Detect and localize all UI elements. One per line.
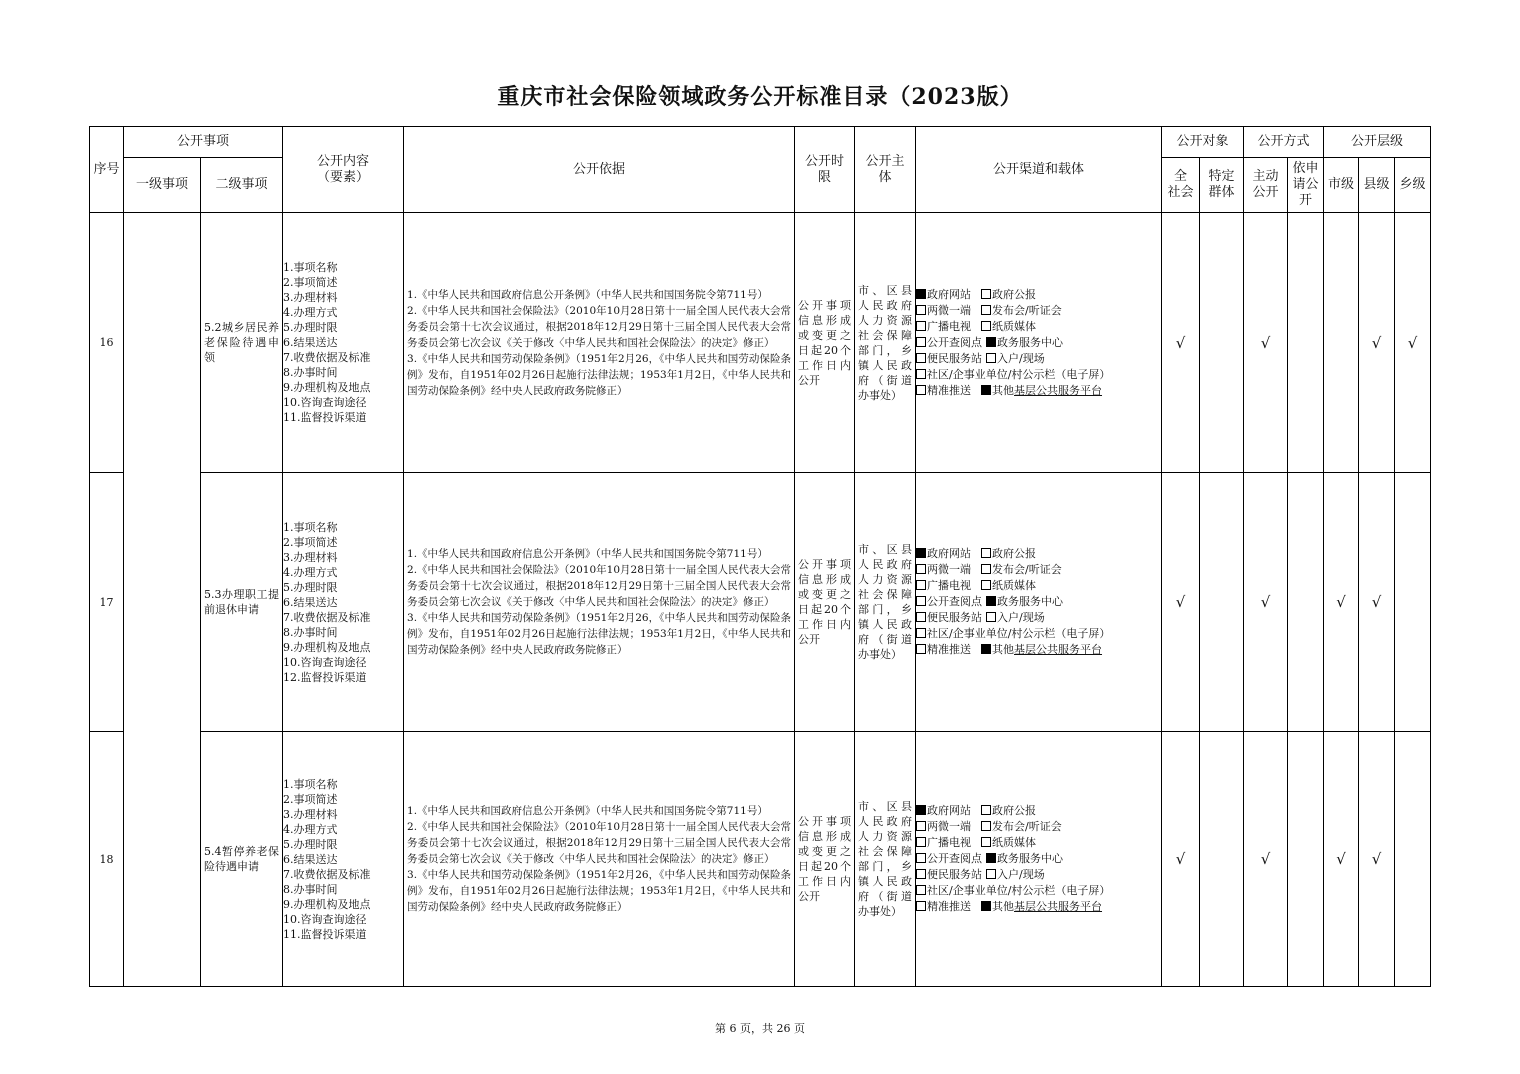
- checkbox-checked-icon: [916, 289, 926, 299]
- header-level-county: 县级: [1359, 158, 1395, 213]
- cell-content: [283, 213, 404, 473]
- header-mode: 公开方式: [1244, 127, 1324, 158]
- content-item: 9.办理机构及地点: [283, 381, 371, 394]
- cell-content: [283, 732, 404, 987]
- content-item: 4.办理方式: [283, 306, 338, 319]
- checkbox-empty-icon: [981, 321, 991, 331]
- content-item: 1.事项名称: [283, 520, 338, 534]
- checkbox-checked-icon: [981, 644, 991, 654]
- header-time-limit: 公开时 限: [795, 127, 855, 213]
- content-item: 2.事项简述: [283, 535, 338, 549]
- checkbox-empty-icon: [916, 580, 926, 590]
- content-item: 9.办理机构及地点: [283, 897, 371, 911]
- content-item: 4.办理方式: [283, 822, 338, 836]
- basis-item: 3.《中华人民共和国劳动保险条例》（1951年2月26，《中华人民共和国劳动保险条例》发布，自1951年02月26日起施行法律法规；1953年1月2日，《中华人民共和国劳动保险条例》经中央人民政府政务院修正）: [407, 352, 792, 397]
- checkbox-empty-icon: [916, 869, 926, 879]
- checkbox-empty-icon: [916, 369, 926, 379]
- content-item: 5.办理时限: [283, 837, 338, 851]
- basis-item: 2.《中华人民共和国社会保险法》（2010年10月28日第十一届全国人民代表大会常务委员会第十七次会议通过，根据2018年12月29日第十三届全国人民代表大会常务委员会第七次会议《关于修改〈中华人民共和国社会保险法〉的决定》修正）: [407, 821, 792, 865]
- checkbox-empty-icon: [916, 596, 926, 606]
- cell-mode-request: [1288, 473, 1324, 732]
- checkbox-empty-icon: [981, 289, 991, 299]
- header-basis: 公开依据: [404, 127, 795, 213]
- content-item: 1.事项名称: [283, 261, 338, 274]
- content-item: 12.监督投诉渠道: [283, 670, 367, 684]
- header-seq: 序号: [90, 127, 124, 213]
- checkbox-empty-icon: [981, 837, 991, 847]
- content-item: 10.咨询查询途径: [283, 655, 367, 669]
- cell-subject: 市、区县人民政府人力资源社会保障部门，乡镇人民政府（街道办事处）: [855, 213, 916, 473]
- checkbox-empty-icon: [916, 644, 926, 654]
- cell-time-limit: 公开事项信息形成或变更之日起20个工作日内公开: [795, 213, 855, 473]
- header-mode-active: 主动 公开: [1244, 158, 1288, 213]
- checkbox-checked-icon: [986, 596, 996, 606]
- basis-item: 1.《中华人民共和国政府信息公开条例》（中华人民共和国国务院令第711号）: [407, 805, 768, 817]
- cell-channels: 政府网站 政府公报 两微一端 发布会/听证会 广播电视 纸质媒体 公开查阅点 政务服务中心 便民服务站 入户/现场 社区/企事业单位/村公示栏（电子屏） 精准推送 其他基层公共服务平台: [916, 473, 1162, 732]
- cell-level-county: √: [1359, 473, 1395, 732]
- page-title: 重庆市社会保险领域政务公开标准目录（2023版）: [497, 84, 1023, 110]
- basis-item: 3.《中华人民共和国劳动保险条例》（1951年2月26，《中华人民共和国劳动保险条例》发布，自1951年02月26日起施行法律法规；1953年1月2日，《中华人民共和国劳动保险条例》经中央人民政府政务院修正）: [407, 869, 792, 913]
- basis-item: 1.《中华人民共和国政府信息公开条例》（中华人民共和国国务院令第711号）: [407, 288, 768, 301]
- content-item: 3.办理材料: [283, 807, 338, 821]
- basis-item: 2.《中华人民共和国社会保险法》（2010年10月28日第十一届全国人民代表大会常务委员会第十七次会议通过，根据2018年12月29日第十三届全国人民代表大会常务委员会第七次会议《关于修改〈中华人民共和国社会保险法〉的决定》修正）: [407, 304, 792, 349]
- header-level: 公开层级: [1324, 127, 1431, 158]
- cell-content: [283, 473, 404, 732]
- content-item: 3.办理材料: [283, 550, 338, 564]
- content-item: 8.办事时间: [283, 366, 338, 379]
- content-item: 7.收费依据及标准: [283, 867, 371, 881]
- checkbox-empty-icon: [986, 869, 996, 879]
- cell-subject: 市、区县人民政府人力资源社会保障部门，乡镇人民政府（街道办事处）: [855, 732, 916, 987]
- header-target: 公开对象: [1162, 127, 1244, 158]
- header-level-town: 乡级: [1395, 158, 1431, 213]
- checkbox-empty-icon: [986, 353, 996, 363]
- checkbox-empty-icon: [916, 305, 926, 315]
- cell-level-county: √: [1359, 213, 1395, 473]
- header-target-all: 全 社会: [1162, 158, 1200, 213]
- checkbox-empty-icon: [981, 805, 991, 815]
- checkbox-empty-icon: [981, 580, 991, 590]
- checkbox-checked-icon: [981, 901, 991, 911]
- content-item: 6.结果送达: [283, 595, 338, 609]
- cell-target-all: √: [1162, 732, 1200, 987]
- table-row: [90, 473, 1431, 732]
- header-content: 公开内容 （要素）: [283, 127, 404, 213]
- cell-basis: [404, 473, 795, 732]
- table-row: [90, 732, 1431, 987]
- checkbox-empty-icon: [986, 612, 996, 622]
- cell-level2: 5.4暂停养老保险待遇申请: [201, 732, 283, 987]
- cell-mode-request: [1288, 213, 1324, 473]
- checkbox-empty-icon: [981, 305, 991, 315]
- checkbox-empty-icon: [981, 548, 991, 558]
- content-item: 6.结果送达: [283, 852, 338, 866]
- content-item: 5.办理时限: [283, 580, 338, 594]
- cell-target-specific: [1200, 473, 1244, 732]
- cell-target-specific: [1200, 213, 1244, 473]
- cell-level-town: [1395, 473, 1431, 732]
- basis-item: 1.《中华人民共和国政府信息公开条例》（中华人民共和国国务院令第711号）: [407, 548, 768, 560]
- cell-target-all: √: [1162, 473, 1200, 732]
- content-item: 8.办事时间: [283, 882, 338, 896]
- header-channel: 公开渠道和载体: [916, 127, 1162, 213]
- header-level1: 一级事项: [124, 158, 201, 213]
- content-item: 4.办理方式: [283, 565, 338, 579]
- content-item: 2.事项简述: [283, 276, 338, 289]
- content-item: 10.咨询查询途径: [283, 396, 367, 409]
- content-item: 10.咨询查询途径: [283, 912, 367, 926]
- header-level-city: 市级: [1324, 158, 1359, 213]
- basis-item: 2.《中华人民共和国社会保险法》（2010年10月28日第十一届全国人民代表大会常务委员会第十七次会议通过，根据2018年12月29日第十三届全国人民代表大会常务委员会第七次会议《关于修改〈中华人民共和国社会保险法〉的决定》修正）: [407, 564, 792, 608]
- header-target-specific: 特定 群体: [1200, 158, 1244, 213]
- checkbox-empty-icon: [981, 564, 991, 574]
- header-subject: 公开主 体: [855, 127, 916, 213]
- checkbox-checked-icon: [986, 337, 996, 347]
- content-item: 3.办理材料: [283, 291, 338, 304]
- table-row: [90, 213, 1431, 473]
- cell-seq: 17: [90, 473, 124, 732]
- checkbox-empty-icon: [916, 321, 926, 331]
- checkbox-checked-icon: [981, 385, 991, 395]
- cell-level-city: √: [1324, 473, 1359, 732]
- basis-item: 3.《中华人民共和国劳动保险条例》（1951年2月26，《中华人民共和国劳动保险条例》发布，自1951年02月26日起施行法律法规；1953年1月2日，《中华人民共和国劳动保险条例》经中央人民政府政务院修正）: [407, 612, 792, 656]
- cell-target-specific: [1200, 732, 1244, 987]
- checkbox-empty-icon: [916, 837, 926, 847]
- checkbox-empty-icon: [916, 564, 926, 574]
- content-item: 11.监督投诉渠道: [283, 411, 367, 424]
- cell-level2: 5.3办理职工提前退休申请: [201, 473, 283, 732]
- checkbox-checked-icon: [986, 853, 996, 863]
- checkbox-empty-icon: [981, 821, 991, 831]
- cell-level-town: [1395, 732, 1431, 987]
- content-item: 8.办事时间: [283, 625, 338, 639]
- checkbox-empty-icon: [916, 628, 926, 638]
- content-item: 1.事项名称: [283, 777, 338, 791]
- cell-basis: [404, 732, 795, 987]
- header-mode-request: 依申 请公 开: [1288, 158, 1324, 213]
- checkbox-empty-icon: [916, 821, 926, 831]
- checkbox-checked-icon: [916, 548, 926, 558]
- content-item: 7.收费依据及标准: [283, 351, 371, 364]
- cell-channels: 政府网站 政府公报 两微一端 发布会/听证会 广播电视 纸质媒体 公开查阅点 政务服务中心 便民服务站 入户/现场 社区/企事业单位/村公示栏（电子屏） 精准推送 其他基层公共服务平台: [916, 732, 1162, 987]
- cell-target-all: √: [1162, 213, 1200, 473]
- checkbox-empty-icon: [916, 353, 926, 363]
- checkbox-empty-icon: [916, 612, 926, 622]
- checkbox-empty-icon: [916, 337, 926, 347]
- cell-level-county: √: [1359, 732, 1395, 987]
- cell-mode-active: √: [1244, 213, 1288, 473]
- content-item: 11.监督投诉渠道: [283, 927, 367, 941]
- cell-mode-active: √: [1244, 473, 1288, 732]
- cell-level-city: √: [1324, 732, 1359, 987]
- header-level2: 二级事项: [201, 158, 283, 213]
- content-item: 5.办理时限: [283, 321, 338, 334]
- header-matter: 公开事项: [124, 127, 283, 158]
- cell-subject: 市、区县人民政府人力资源社会保障部门，乡镇人民政府（街道办事处）: [855, 473, 916, 732]
- cell-time-limit: 公开事项信息形成或变更之日起20个工作日内公开: [795, 473, 855, 732]
- cell-basis: [404, 213, 795, 473]
- checkbox-empty-icon: [916, 885, 926, 895]
- cell-time-limit: 公开事项信息形成或变更之日起20个工作日内公开: [795, 732, 855, 987]
- cell-channels: 政府网站 政府公报 两微一端 发布会/听证会 广播电视 纸质媒体 公开查阅点 政务服务中心 便民服务站 入户/现场 社区/企事业单位/村公示栏（电子屏） 精准推送 其他基层公共服务平台: [916, 213, 1162, 473]
- catalog-table: [89, 126, 1431, 987]
- cell-level-town: √: [1395, 213, 1431, 473]
- checkbox-empty-icon: [916, 901, 926, 911]
- cell-seq: 18: [90, 732, 124, 987]
- cell-level2: 5.2城乡居民养老保险待遇申领: [201, 213, 283, 473]
- cell-seq: 16: [90, 213, 124, 473]
- checkbox-checked-icon: [916, 805, 926, 815]
- checkbox-empty-icon: [916, 385, 926, 395]
- content-item: 6.结果送达: [283, 336, 338, 349]
- cell-mode-request: [1288, 732, 1324, 987]
- content-item: 9.办理机构及地点: [283, 640, 371, 654]
- content-item: 7.收费依据及标准: [283, 610, 371, 624]
- cell-level1: [124, 213, 201, 987]
- checkbox-empty-icon: [916, 853, 926, 863]
- page-footer: 第 6 页，共 26 页: [715, 1022, 805, 1035]
- content-item: 2.事项简述: [283, 792, 338, 806]
- cell-mode-active: √: [1244, 732, 1288, 987]
- cell-level-city: [1324, 213, 1359, 473]
